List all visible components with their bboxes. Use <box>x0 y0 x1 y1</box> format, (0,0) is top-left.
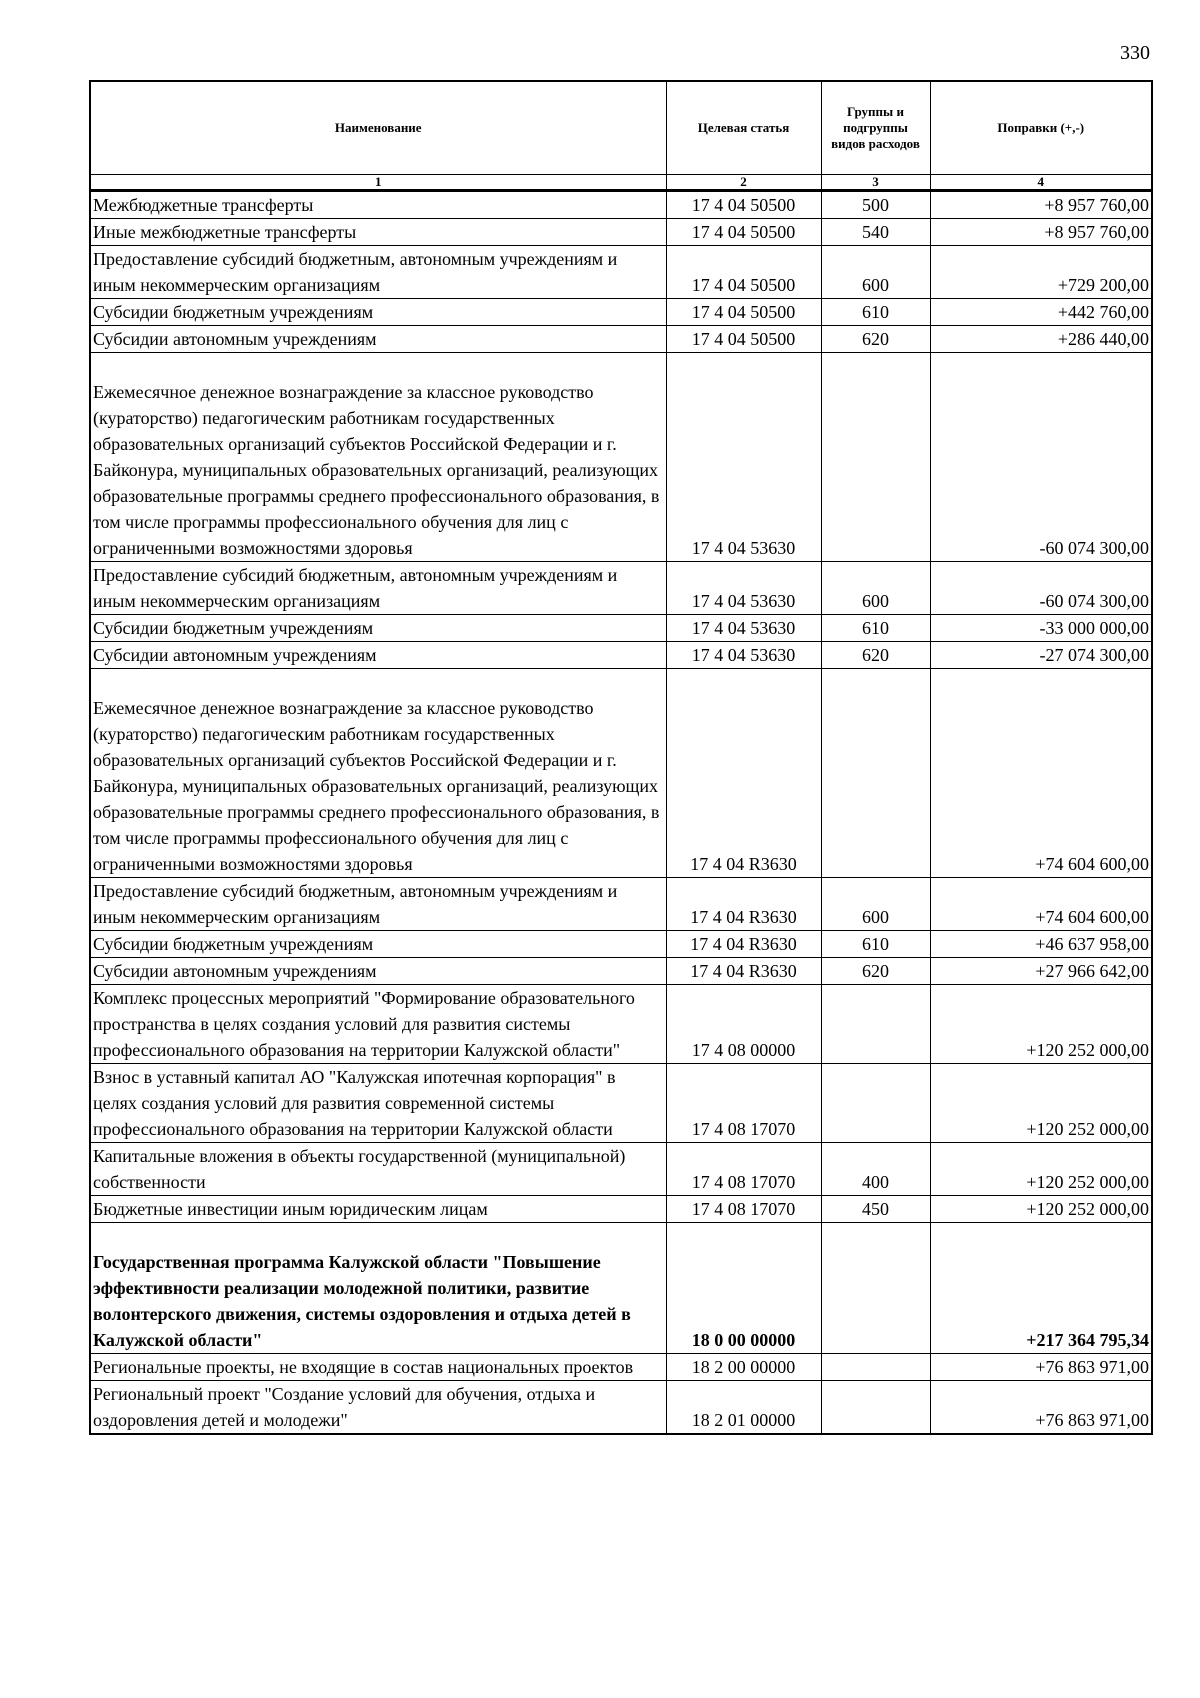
column-number: 2 <box>666 175 821 191</box>
row-name-cell: Субсидии бюджетным учреждениям <box>90 615 666 642</box>
row-target-article-cell: 17 4 04 R3630 <box>666 878 821 931</box>
row-expense-group-cell: 600 <box>821 878 930 931</box>
row-expense-group-cell: 500 <box>821 191 930 219</box>
row-amendment-cell: +8 957 760,00 <box>930 191 1152 219</box>
row-expense-group-cell <box>821 1354 930 1381</box>
row-expense-group-cell: 610 <box>821 931 930 958</box>
row-amendment-cell: +286 440,00 <box>930 326 1152 353</box>
row-expense-group-cell: 600 <box>821 562 930 615</box>
table-row <box>90 1223 1152 1354</box>
header-target-article: Целевая статья <box>666 81 821 175</box>
row-name-cell: Региональный проект "Создание условий для обучения, отдыха и оздоровления детей и молодежи" <box>90 1381 666 1435</box>
row-target-article-cell: 17 4 04 53630 <box>666 642 821 669</box>
column-number-row <box>90 175 1152 191</box>
row-target-article-cell: 17 4 08 17070 <box>666 1064 821 1143</box>
row-name-cell: Иные межбюджетные трансферты <box>90 219 666 246</box>
column-number: 3 <box>821 175 930 191</box>
table-row <box>90 1143 1152 1196</box>
row-amendment-cell: +442 760,00 <box>930 299 1152 326</box>
table-row <box>90 246 1152 299</box>
row-amendment-cell: +8 957 760,00 <box>930 219 1152 246</box>
row-amendment-cell: +46 637 958,00 <box>930 931 1152 958</box>
row-expense-group-cell <box>821 353 930 562</box>
row-expense-group-cell: 610 <box>821 615 930 642</box>
table-row <box>90 958 1152 985</box>
row-amendment-cell: +120 252 000,00 <box>930 985 1152 1064</box>
table-row <box>90 1064 1152 1143</box>
row-target-article-cell: 17 4 04 R3630 <box>666 669 821 878</box>
table-row <box>90 299 1152 326</box>
row-expense-group-cell <box>821 1223 930 1354</box>
row-amendment-cell: -27 074 300,00 <box>930 642 1152 669</box>
row-amendment-cell: -33 000 000,00 <box>930 615 1152 642</box>
row-target-article-cell: 17 4 04 50500 <box>666 326 821 353</box>
row-amendment-cell: +76 863 971,00 <box>930 1381 1152 1435</box>
header-name: Наименование <box>90 81 666 175</box>
row-name-cell: Капитальные вложения в объекты государственной (муниципальной) собственности <box>90 1143 666 1196</box>
table-row <box>90 1196 1152 1223</box>
row-amendment-cell: +76 863 971,00 <box>930 1354 1152 1381</box>
row-expense-group-cell: 620 <box>821 642 930 669</box>
row-amendment-cell: +120 252 000,00 <box>930 1064 1152 1143</box>
row-target-article-cell: 17 4 08 17070 <box>666 1196 821 1223</box>
row-expense-group-cell: 610 <box>821 299 930 326</box>
row-amendment-cell: -60 074 300,00 <box>930 562 1152 615</box>
row-target-article-cell: 17 4 04 50500 <box>666 246 821 299</box>
row-amendment-cell: -60 074 300,00 <box>930 353 1152 562</box>
row-name-cell: Бюджетные инвестиции иным юридическим лицам <box>90 1196 666 1223</box>
row-name-cell: Взнос в уставный капитал АО "Калужская ипотечная корпорация" в целях создания условий для развития современной системы профессионального образования на территории Калужской области <box>90 1064 666 1143</box>
row-amendment-cell: +729 200,00 <box>930 246 1152 299</box>
row-expense-group-cell: 620 <box>821 326 930 353</box>
table-row <box>90 219 1152 246</box>
table-body <box>90 191 1152 1435</box>
row-target-article-cell: 17 4 04 50500 <box>666 299 821 326</box>
table-row <box>90 1354 1152 1381</box>
row-amendment-cell: +74 604 600,00 <box>930 878 1152 931</box>
row-target-article-cell: 18 2 00 00000 <box>666 1354 821 1381</box>
row-name-cell: Субсидии автономным учреждениям <box>90 642 666 669</box>
row-target-article-cell: 17 4 04 R3630 <box>666 931 821 958</box>
row-expense-group-cell <box>821 1381 930 1435</box>
row-name-cell: Комплекс процессных мероприятий "Формирование образовательного пространства в целях создания условий для развития системы профессионального образования на территории Калужской области" <box>90 985 666 1064</box>
row-target-article-cell: 17 4 04 53630 <box>666 562 821 615</box>
table-row <box>90 669 1152 878</box>
row-name-cell: Субсидии бюджетным учреждениям <box>90 931 666 958</box>
header-expense-groups: Группы и подгруппы видов расходов <box>821 81 930 175</box>
table-row <box>90 562 1152 615</box>
budget-table <box>89 80 1153 1435</box>
row-expense-group-cell: 620 <box>821 958 930 985</box>
row-name-cell: Предоставление субсидий бюджетным, автономным учреждениям и иным некоммерческим организациям <box>90 246 666 299</box>
row-name-cell: Государственная программа Калужской области "Повышение эффективности реализации молодежной политики, развитие волонтерского движения, системы оздоровления и отдыха детей в Калужской области" <box>90 1223 666 1354</box>
row-expense-group-cell: 400 <box>821 1143 930 1196</box>
row-target-article-cell: 18 0 00 00000 <box>666 1223 821 1354</box>
row-name-cell: Предоставление субсидий бюджетным, автономным учреждениям и иным некоммерческим организациям <box>90 562 666 615</box>
row-name-cell: Субсидии автономным учреждениям <box>90 958 666 985</box>
row-target-article-cell: 17 4 04 53630 <box>666 353 821 562</box>
row-amendment-cell: +27 966 642,00 <box>930 958 1152 985</box>
row-target-article-cell: 17 4 04 53630 <box>666 615 821 642</box>
column-number: 4 <box>930 175 1152 191</box>
row-expense-group-cell: 450 <box>821 1196 930 1223</box>
row-expense-group-cell <box>821 1064 930 1143</box>
page-number: 330 <box>1120 42 1150 64</box>
table-row <box>90 878 1152 931</box>
row-target-article-cell: 17 4 04 50500 <box>666 219 821 246</box>
row-amendment-cell: +217 364 795,34 <box>930 1223 1152 1354</box>
row-expense-group-cell: 540 <box>821 219 930 246</box>
row-amendment-cell: +74 604 600,00 <box>930 669 1152 878</box>
table-header-row <box>90 81 1152 175</box>
table-row <box>90 191 1152 219</box>
row-amendment-cell: +120 252 000,00 <box>930 1143 1152 1196</box>
row-expense-group-cell: 600 <box>821 246 930 299</box>
row-name-cell: Ежемесячное денежное вознаграждение за классное руководство (кураторство) педагогическим работникам государственных образовательных организаций субъектов Российской Федерации и г. Байконура, муниципальных образовательных организаций, реализующих образовательные программы среднего профессионального образования, в том числе программы профессионального обучения для лиц с ограниченными возможностями здоровья <box>90 353 666 562</box>
row-name-cell: Субсидии автономным учреждениям <box>90 326 666 353</box>
row-amendment-cell: +120 252 000,00 <box>930 1196 1152 1223</box>
table-row <box>90 931 1152 958</box>
row-name-cell: Ежемесячное денежное вознаграждение за классное руководство (кураторство) педагогическим работникам государственных образовательных организаций субъектов Российской Федерации и г. Байконура, муниципальных образовательных организаций, реализующих образовательные программы среднего профессионального образования, в том числе программы профессионального обучения для лиц с ограниченными возможностями здоровья <box>90 669 666 878</box>
table-row <box>90 353 1152 562</box>
row-name-cell: Субсидии бюджетным учреждениям <box>90 299 666 326</box>
table-row <box>90 642 1152 669</box>
table-row <box>90 985 1152 1064</box>
row-expense-group-cell <box>821 669 930 878</box>
row-target-article-cell: 17 4 04 50500 <box>666 191 821 219</box>
table-row <box>90 326 1152 353</box>
row-expense-group-cell <box>821 985 930 1064</box>
row-name-cell: Межбюджетные трансферты <box>90 191 666 219</box>
row-target-article-cell: 17 4 08 17070 <box>666 1143 821 1196</box>
row-name-cell: Предоставление субсидий бюджетным, автономным учреждениям и иным некоммерческим организациям <box>90 878 666 931</box>
row-target-article-cell: 17 4 04 R3630 <box>666 958 821 985</box>
table-row <box>90 615 1152 642</box>
header-amendments: Поправки (+,-) <box>930 81 1152 175</box>
row-target-article-cell: 18 2 01 00000 <box>666 1381 821 1435</box>
table-row <box>90 1381 1152 1435</box>
row-target-article-cell: 17 4 08 00000 <box>666 985 821 1064</box>
row-name-cell: Региональные проекты, не входящие в состав национальных проектов <box>90 1354 666 1381</box>
column-number: 1 <box>90 175 666 191</box>
